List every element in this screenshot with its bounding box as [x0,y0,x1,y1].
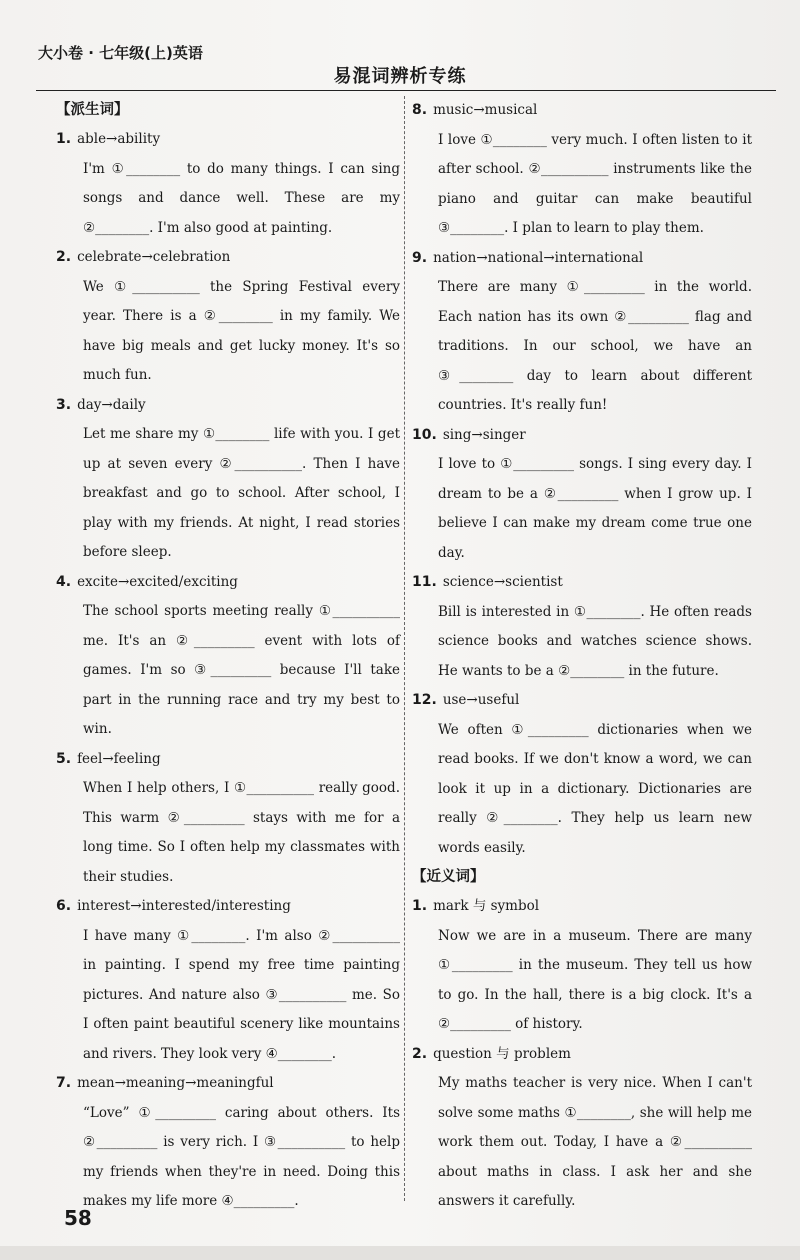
exercise-item [56,745,400,893]
item-number: 8. [412,102,428,118]
item-number: 7. [56,1075,72,1091]
item-passage: I love ①________ very much. I often listen to it after school. ②__________ instruments like the piano and guitar can make beautiful ③________. I plan to learn to play them. [438,131,752,236]
item-number: 12. [412,692,437,708]
item-passage: I love to ①_________ songs. I sing every day. I dream to be a ②_________ when I grow up. I believe I can make my dream come true one day. [438,456,752,561]
exercise-item [412,892,752,1040]
page-edge [0,1246,800,1260]
exercise-item [56,125,400,243]
item-number: 10. [412,426,437,443]
column-divider [404,96,405,1201]
word-pair: music→musical [433,102,538,118]
section-title-derivatives: 【派生词】 [56,102,129,118]
exercise-item [56,568,400,745]
item-passage: Now we are in a museum. There are many ①_________ in the museum. They tell us how to go. In the hall, there is a big clock. It's a ②_________ of history. [438,927,752,1032]
item-number: 2. [56,249,72,265]
item-passage: Let me share my ①________ life with you. I get up at seven every ②__________. Then I have breakfast and go to school. After school, I play with my friends. At night, I read stories before sleep. [83,426,400,560]
exercise-item [412,1040,752,1217]
item-number: 1. [412,898,428,914]
word-pair: mark 与 symbol [433,898,540,914]
item-number: 3. [56,396,72,413]
item-number: 11. [412,574,437,590]
exercise-item [412,421,752,569]
item-passage: There are many ①_________ in the world. Each nation has its own ②_________ flag and traditions. In our school, we have an ③________ day to learn about different countries. It's really fun! [438,279,752,413]
item-number: 9. [412,249,428,266]
right-column [412,96,752,1217]
item-passage: I have many ①________. I'm also ②__________ in painting. I spend my free time painting pictures. And nature also ③__________ me. So I often paint beautiful scenery like mountains and rivers. They look very ④________. [83,927,400,1062]
item-passage: “Love” ①_________ caring about others. Its ②_________ is very rich. I ③__________ to help my friends when they're in need. Doing this makes my life more ④_________. [83,1104,400,1209]
item-number: 6. [56,898,72,914]
item-passage: My maths teacher is very nice. When I can't solve some maths ①________, she will help me work them out. Today, I have a ②__________ about maths in class. I ask her and she answers it carefully. [438,1075,752,1209]
item-passage: I'm ①________ to do many things. I can sing songs and dance well. These are my ②________. I'm also good at painting. [83,160,400,236]
exercise-item [412,244,752,421]
exercise-item [56,243,400,391]
header-rule [36,90,776,91]
exercise-item [412,568,752,686]
page-title: 易混词辨析专练 [333,66,467,87]
item-passage: We often ①_________ dictionaries when we read books. If we don't know a word, we can look it up in a dictionary. Dictionaries are really ②________. They help us learn new words easily. [438,721,752,856]
word-pair: day→daily [77,396,146,413]
word-pair: interest→interested/interesting [77,898,291,914]
item-passage: When I help others, I ①__________ really good. This warm ②_________ stays with me for a long time. So I often help my classmates with their studies. [83,780,400,885]
item-passage: Bill is interested in ①________. He often reads science books and watches science shows. He wants to be a ②________ in the future. [438,603,752,679]
word-pair: question 与 problem [433,1045,571,1062]
word-pair: able→ability [77,131,161,147]
item-passage: We ①__________ the Spring Festival every year. There is a ②________ in my family. We have big meals and get lucky money. It's so much fun. [83,278,400,383]
word-pair: celebrate→celebration [77,249,231,265]
word-pair: feel→feeling [77,750,161,767]
word-pair: nation→national→international [433,249,644,266]
word-pair: mean→meaning→meaningful [77,1075,274,1091]
item-passage: The school sports meeting really ①__________ me. It's an ②_________ event with lots of games. I'm so ③_________ because I'll take part in the running race and try my best to win. [83,603,400,737]
item-number: 4. [56,573,72,590]
word-pair: use→useful [442,692,520,708]
page-number: 58 [64,1206,92,1230]
item-number: 1. [56,131,72,147]
item-number: 2. [412,1045,428,1062]
word-pair: excite→excited/exciting [77,573,238,590]
exercise-item [56,391,400,568]
book-title: 大小卷 · 七年级(上)英语 [38,44,203,62]
exercise-item [412,686,752,863]
word-pair: science→scientist [442,574,563,590]
section-title-synonyms: 【近义词】 [412,869,485,885]
item-number: 5. [56,750,72,767]
word-pair: sing→singer [442,426,526,443]
exercise-item [56,1069,400,1217]
exercise-item [56,892,400,1069]
exercise-item [412,96,752,244]
left-column [56,96,400,1217]
